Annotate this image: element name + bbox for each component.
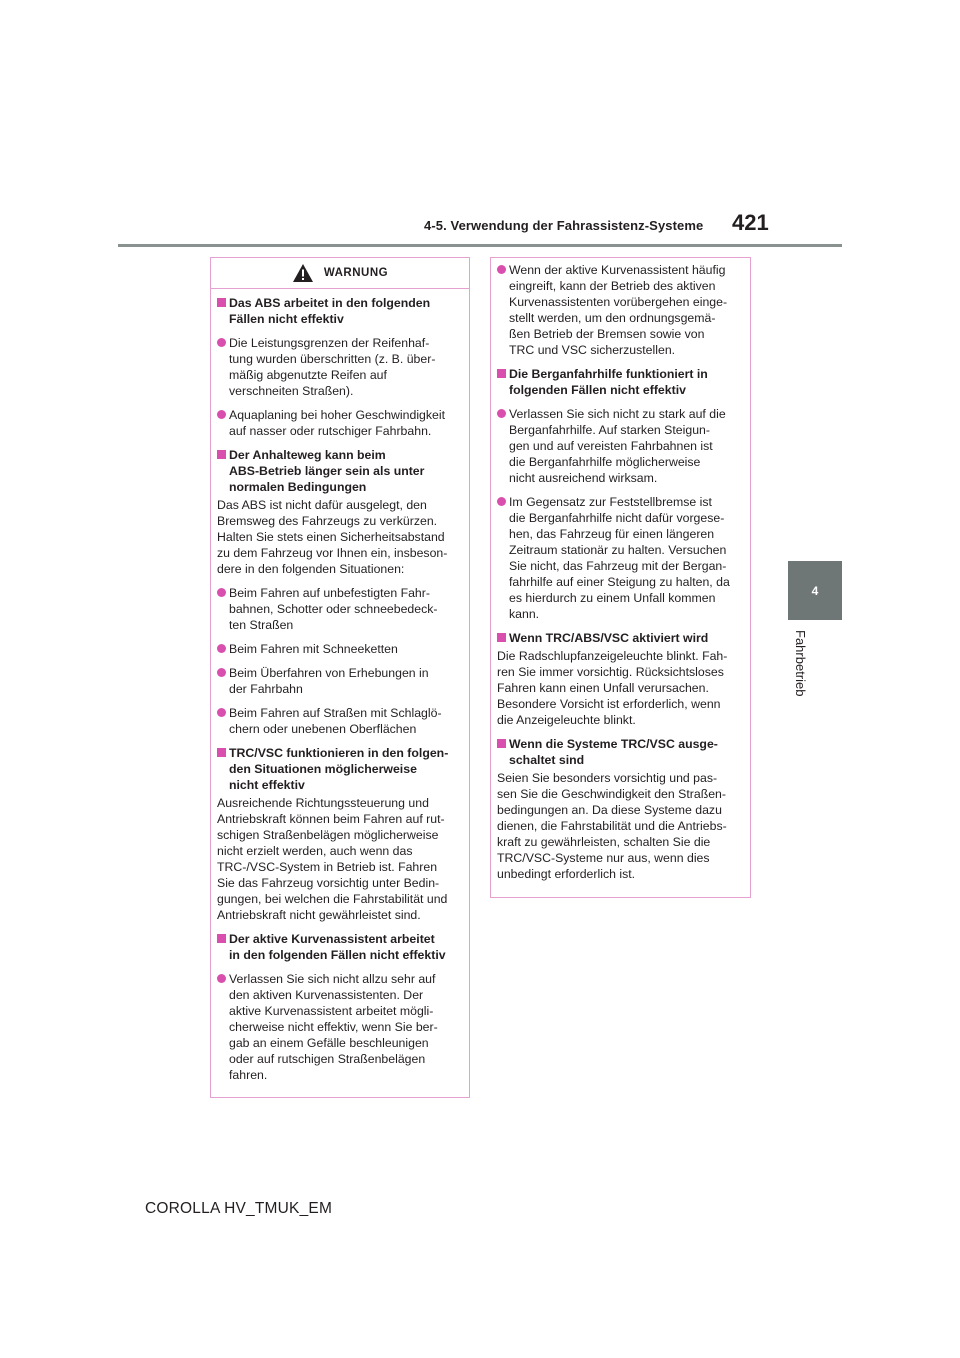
chapter-label: Fahrbetrieb: [793, 630, 808, 697]
list-item: Wenn der aktive Kurvenassistent häufig eingreift, kann der Betrieb des aktiven Kurvenassistenten vorübergehen einge- stellt werden, um den ordnungsgemä- ßen Betrieb der Bremsen sowie von TRC und VSC sicherzustellen.: [497, 262, 742, 358]
header-rule: [118, 244, 842, 247]
square-bullet-icon: [497, 630, 509, 646]
warning-title: WARNUNG: [323, 267, 389, 279]
list-item: Verlassen Sie sich nicht allzu sehr auf den aktiven Kurvenassistenten. Der aktive Kurvenassistent arbeitet mögli- cherweise nicht effektiv, wenn Sie ber- gab an einem Gefälle beschleunigen oder auf rutschigen Straßenbelägen fahren.: [217, 971, 461, 1083]
round-bullet-icon: [217, 705, 229, 737]
paragraph: Ausreichende Richtungssteuerung und Antriebskraft können beim Fahren auf rut- schigen Straßenbelägen möglicherweise nicht erzielt werden, auch wenn das TRC-/VSC-System in Betrieb ist. Fahren Sie das Fahrzeug vorsichtig unter Bedin- gungen, bei welchen die Fahrstabilität und Antriebskraft nicht gewährleistet sind.: [217, 796, 448, 922]
list-item: Die Leistungsgrenzen der Reifenhaf- tung wurden überschritten (z. B. über- mäßig abgenutzte Reifen auf verschneiten Straßen).: [217, 335, 461, 399]
round-bullet-icon: [217, 585, 229, 633]
round-bullet-icon: [217, 335, 229, 399]
paragraph: Das ABS ist nicht dafür ausgelegt, den Bremsweg des Fahrzeugs zu verkürzen. Halten Sie stets einen Sicherheitsabstand zu dem Fahrzeug vor Ihnen ein, insbeson- dere in den folgenden Situationen:: [217, 498, 448, 576]
page-number: 421: [732, 210, 769, 235]
warning-triangle-icon: [292, 263, 314, 283]
list-item: Verlassen Sie sich nicht zu stark auf die Berganfahrhilfe. Auf starken Steigun- gen und auf vereisten Fahrbahnen ist die Berganfahrhilfe möglicherweise nicht ausreichend wirksam.: [497, 406, 742, 486]
section-heading: Wenn TRC/ABS/VSC aktiviert wird: [497, 630, 742, 646]
section-heading: Die Berganfahrhilfe funktioniert in folgenden Fällen nicht effektiv: [497, 366, 742, 398]
section-title: 4-5. Verwendung der Fahrassistenz-Systeme: [424, 218, 704, 233]
square-bullet-icon: [497, 366, 509, 398]
square-bullet-icon: [217, 931, 229, 963]
section-heading: Das ABS arbeitet in den folgenden Fällen nicht effektiv: [217, 295, 461, 327]
list-item: Im Gegensatz zur Feststellbremse ist die Berganfahrhilfe nicht dafür vorgese- hen, das Fahrzeug für einen längeren Zeitraum stationär zu halten. Versuchen Sie nicht, das Fahrzeug mit der Bergan- fahrhilfe auf einer Steigung zu halten, da es hierdurch zu einem Unfall kommen kann.: [497, 494, 742, 622]
warning-header: [211, 258, 469, 289]
paragraph: Seien Sie besonders vorsichtig und pas- sen Sie die Geschwindigkeit den Straßen- bedingungen an. Da diese Systeme dazu dienen, die Fahrstabilität und die Antriebs- kraft zu gewährleisten, schalten Sie die TRC/VSC-Systeme nur aus, wenn dies unbedingt erforderlich ist.: [497, 771, 727, 881]
section-heading: TRC/VSC funktionieren in den folgen- den Situationen möglicherweise nicht effektiv: [217, 745, 461, 793]
square-bullet-icon: [497, 736, 509, 768]
round-bullet-icon: [497, 262, 509, 358]
document-footer: COROLLA HV_TMUK_EM: [145, 1200, 333, 1217]
round-bullet-icon: [217, 407, 229, 439]
warning-box-left: [210, 257, 470, 1098]
round-bullet-icon: [497, 406, 509, 486]
list-item: Beim Fahren auf Straßen mit Schlaglö- chern oder unebenen Oberflächen: [217, 705, 461, 737]
round-bullet-icon: [217, 641, 229, 657]
chapter-tab[interactable]: [788, 561, 842, 620]
list-item: Beim Überfahren von Erhebungen in der Fahrbahn: [217, 665, 461, 697]
square-bullet-icon: [217, 447, 229, 495]
chapter-number: 4: [811, 583, 819, 598]
section-heading: Wenn die Systeme TRC/VSC ausge- schaltet sind: [497, 736, 742, 768]
list-item: Beim Fahren mit Schneeketten: [217, 641, 461, 657]
round-bullet-icon: [497, 494, 509, 622]
section-heading: Der Anhalteweg kann beim ABS-Betrieb länger sein als unter normalen Bedingungen: [217, 447, 461, 495]
square-bullet-icon: [217, 295, 229, 327]
round-bullet-icon: [217, 971, 229, 1083]
square-bullet-icon: [217, 745, 229, 793]
paragraph: Die Radschlupfanzeigeleuchte blinkt. Fah- ren Sie immer vorsichtig. Rücksichtsloses Fahren kann einen Unfall verursachen. Besondere Vorsicht ist erforderlich, wenn die Anzeigeleuchte blinkt.: [497, 649, 728, 727]
list-item: Aquaplaning bei hoher Geschwindigkeit auf nasser oder rutschiger Fahrbahn.: [217, 407, 461, 439]
list-item: Beim Fahren auf unbefestigten Fahr- bahnen, Schotter oder schneebedeck- ten Straßen: [217, 585, 461, 633]
round-bullet-icon: [217, 665, 229, 697]
section-heading: Der aktive Kurvenassistent arbeitet in den folgenden Fällen nicht effektiv: [217, 931, 461, 963]
warning-box-right: [490, 257, 751, 898]
